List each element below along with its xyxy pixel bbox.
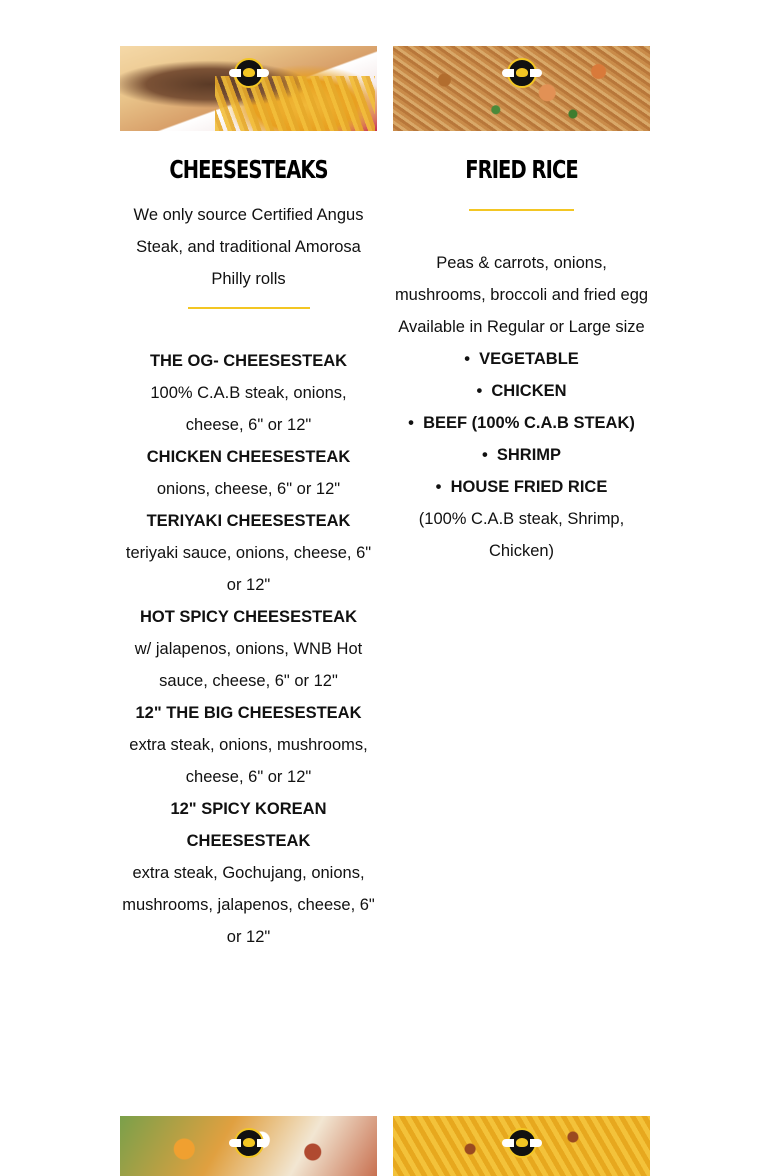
option-label: SHRIMP <box>496 446 562 464</box>
cheesesteaks-intro: We only source Certified Angus Steak, and traditional Amorosa Philly rolls <box>133 206 364 288</box>
cheesesteaks-section <box>120 46 377 953</box>
option-label: BEEF (100% C.A.B STEAK) <box>423 414 635 432</box>
menu-item-name: CHICKEN CHEESESTEAK <box>146 448 351 466</box>
menu-item-description: extra steak, onions, mushrooms, cheese, 6" or 12" <box>129 736 368 786</box>
fried-rice-options-list <box>393 343 650 503</box>
cheesesteak-photo <box>120 46 377 131</box>
fried-rice-intro: Peas & carrots, onions, mushrooms, broccoli and fried egg <box>394 254 649 304</box>
option-item <box>393 471 650 503</box>
bullet-icon: • <box>408 414 414 432</box>
size-note: Available in Regular or Large size <box>398 318 645 336</box>
menu-item-description: 100% C.A.B steak, onions, cheese, 6" or 12" <box>150 384 347 434</box>
option-item <box>393 439 650 471</box>
house-fried-rice-note: (100% C.A.B steak, Shrimp, Chicken) <box>418 510 625 560</box>
brand-logo-icon <box>507 1128 537 1158</box>
menu-item <box>120 697 377 793</box>
menu-item <box>120 601 377 697</box>
section-title-cheesesteaks: CHEESESTEAKS <box>169 155 328 184</box>
menu-item-name: 12" SPICY KOREAN CHEESESTEAK <box>170 800 327 850</box>
menu-item-description: onions, cheese, 6" or 12" <box>156 480 341 498</box>
fried-rice-section <box>393 46 650 567</box>
menu-item <box>120 441 377 505</box>
menu-item-name: HOT SPICY CHEESESTEAK <box>140 608 357 626</box>
bullet-icon: • <box>476 382 483 400</box>
section-divider <box>188 307 310 309</box>
brand-logo-icon <box>507 58 537 88</box>
cheesesteaks-menu-list <box>120 345 377 953</box>
menu-item-description: w/ jalapenos, onions, WNB Hot sauce, cheese, 6" or 12" <box>134 640 363 690</box>
option-label: CHICKEN <box>491 382 567 400</box>
brand-logo-icon <box>234 58 264 88</box>
option-item <box>393 407 650 439</box>
option-label: HOUSE FRIED RICE <box>450 478 608 496</box>
menu-item-name: 12" THE BIG CHEESESTEAK <box>135 704 362 722</box>
section-title-fried-rice: FRIED RICE <box>465 155 578 184</box>
loaded-fries-photo <box>393 1116 650 1176</box>
section-divider <box>469 209 574 211</box>
menu-item <box>120 505 377 601</box>
bullet-icon: • <box>464 350 470 368</box>
fried-rice-photo <box>393 46 650 131</box>
bullet-icon: • <box>481 446 488 464</box>
menu-item-name: THE OG- CHEESESTEAK <box>149 352 348 370</box>
menu-item-description: teriyaki sauce, onions, cheese, 6" or 12" <box>125 544 372 594</box>
bullet-icon: • <box>435 478 442 496</box>
menu-item-description: extra steak, Gochujang, onions, mushrooms, jalapenos, cheese, 6" or 12" <box>122 864 375 946</box>
menu-item <box>120 793 377 953</box>
menu-item-name: TERIYAKI CHEESESTEAK <box>146 512 351 530</box>
option-item <box>393 375 650 407</box>
salad-photo <box>120 1116 377 1176</box>
option-item <box>393 343 650 375</box>
menu-item <box>120 345 377 441</box>
brand-logo-icon <box>234 1128 264 1158</box>
option-label: VEGETABLE <box>479 350 579 368</box>
